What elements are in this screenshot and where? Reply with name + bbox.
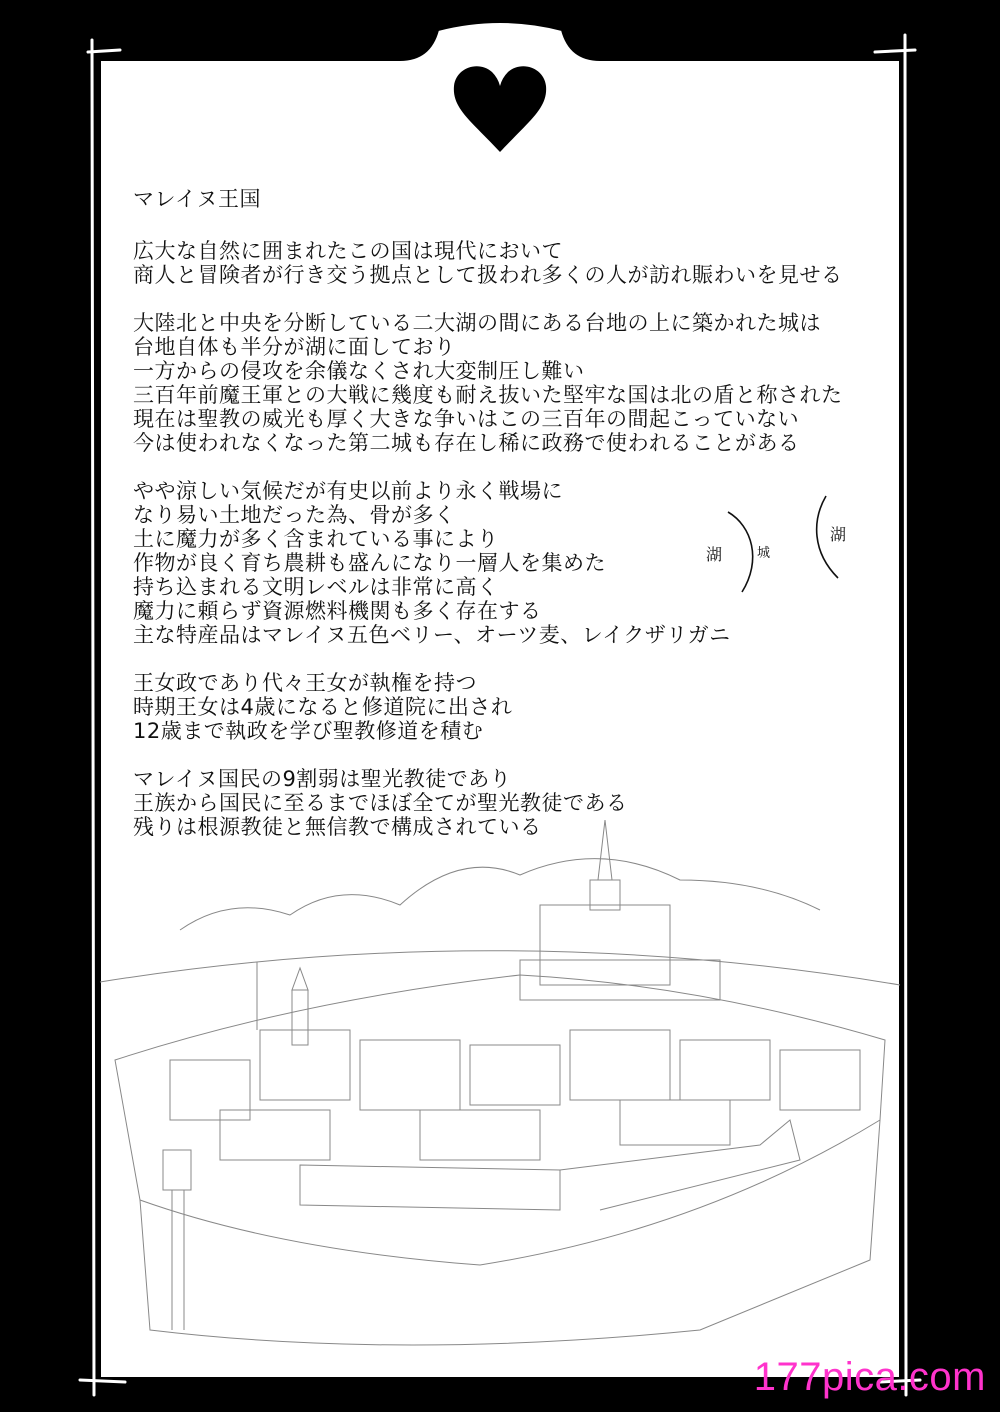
paragraph-5 [133,767,893,839]
text-line: 土に魔力が多く含まれている事により [133,527,499,551]
paragraph-2 [133,311,893,455]
map-label-lake-left: 湖 [706,545,723,564]
watermark: 177pica.com [753,1355,986,1399]
text-line: 主な特産品はマレイヌ五色ベリー、オーツ麦、レイクザリガニ [133,623,731,647]
paragraph-4 [133,671,893,743]
text-line: 12歳まで執政を学び聖教修道を積む [133,719,484,743]
text-line: 作物が良く育ち農耕も盛んになり一層人を集めた [133,551,606,575]
text-line: 魔力に頼らず資源燃料機関も多く存在する [133,599,542,623]
text-line: 大陸北と中央を分断している二大湖の間にある台地の上に築かれた城は [133,311,821,335]
text-line: マレイヌ国民の9割弱は聖光教徒であり [133,767,512,791]
text-line: 商人と冒険者が行き交う拠点として扱われ多くの人が訪れ賑わいを見せる [133,263,843,287]
text-line: 三百年前魔王軍との大戦に幾度も耐え抜いた堅牢な国は北の盾と称された [133,383,843,407]
text-line: 現在は聖教の威光も厚く大きな争いはこの三百年の間起こっていない [133,407,800,431]
paragraph-1 [133,239,893,287]
text-line: 一方からの侵攻を余儀なくされ大変制圧し難い [133,359,585,383]
text-line: 時期王女は4歳になると修道院に出され [133,695,513,719]
page-title: マレイヌ王国 [133,187,261,211]
text-line: なり易い土地だった為、骨が多く [133,503,456,527]
text-line: 今は使われなくなった第二城も存在し稀に政務で使われることがある [133,431,800,455]
text-line: 台地自体も半分が湖に面しており [133,335,456,359]
main-text [133,187,893,863]
text-line: 王族から国民に至るまでほぼ全てが聖光教徒である [133,791,628,815]
map-label-plateau: 城 [757,546,771,561]
text-line: 王女政であり代々王女が執権を持つ [133,671,477,695]
text-line: やや涼しい気候だが有史以前より永く戦場に [133,479,563,503]
paragraph-3 [133,479,893,647]
text-line: 残りは根源教徒と無信教で構成されている [133,815,542,839]
text-line: 広大な自然に囲まれたこの国は現代において [133,239,563,263]
map-label-lake-right: 湖 [830,525,847,544]
text-line: 持ち込まれる文明レベルは非常に高く [133,575,499,599]
